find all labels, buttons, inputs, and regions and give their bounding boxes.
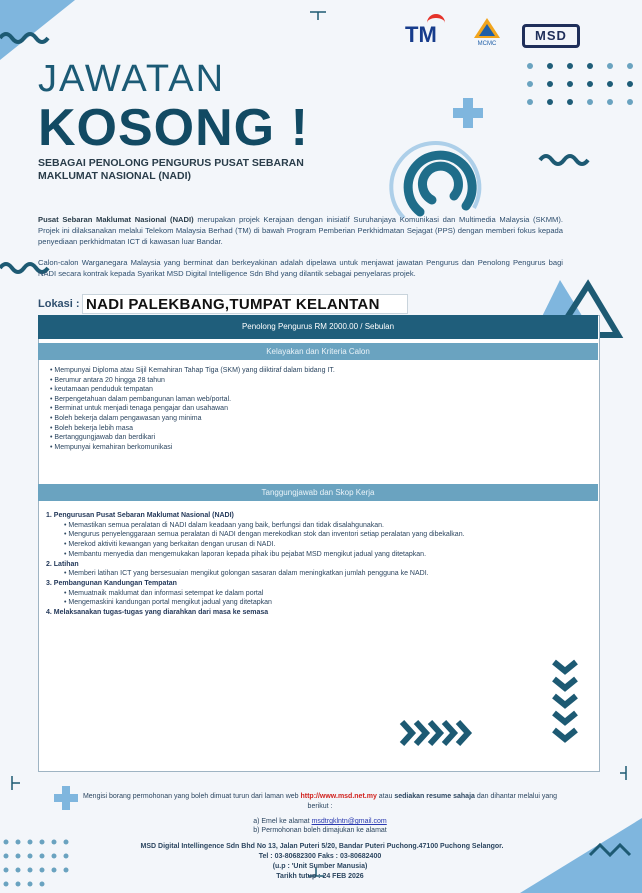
chevron-right-icon — [458, 722, 468, 744]
list-item: • keutamaan penduduk tempatan — [50, 386, 153, 394]
top-left-triangle — [0, 0, 75, 60]
footer-email: a) Emel ke alamat msdtrgklntn@gmail.com — [253, 818, 387, 825]
svg-text:MCMC: MCMC — [477, 41, 497, 46]
section-title: 3. Pembangunan Kandungan Tempatan — [46, 579, 177, 587]
plus-icon — [453, 98, 483, 128]
chevron-down-icon — [554, 713, 576, 722]
spiral-decor — [408, 155, 472, 212]
list-item: • Memberi latihan ICT yang bersesuaian mengikut golongan sasaran dalam meningkatkan jumlah pengguna ke NADI. — [64, 570, 429, 578]
footer-attn: (u.p : 'Unit Sumber Manusia) — [272, 863, 368, 870]
chevron-down-icon — [554, 662, 576, 671]
list-item: • Berminat untuk menjadi tenaga pengajar dan usahawan — [50, 405, 228, 413]
tanggungjawab-list — [46, 511, 465, 618]
list-item: • Mengurus penyelenggaraan semua peralatan di NADI dengan merekodkan stok dan inventori setiap peralatan yang dibekalkan. — [64, 531, 465, 539]
lokasi-value: NADI PALEKBANG,TUMPAT KELANTAN — [82, 294, 408, 314]
chevron-down-icon — [554, 679, 576, 688]
title-jawatan: JAWATAN — [38, 58, 226, 100]
footer-apply: Mengisi borang permohonan yang boleh dimuat turun dari laman web http://www.msd.net.my atau sediakan resume sahaja dan dihantar melalui yang berikut : — [82, 793, 558, 810]
msd-logo: MSD — [522, 24, 580, 48]
plus-icon-bottom — [54, 786, 78, 810]
lokasi-label: Lokasi : — [38, 298, 80, 310]
kelayakan-list — [50, 366, 335, 452]
email-link[interactable]: msdtrgklntn@gmail.com — [311, 818, 387, 825]
list-item: • Merekod aktiviti kewangan yang berkaitan dengan urusan di NADI. — [64, 541, 276, 549]
list-item: • Mempunyai Diploma atau Sijil Kemahiran Tahap Tiga (SKM) yang diiktiraf dalam bidang IT. — [50, 367, 335, 374]
kelayakan-heading: Kelayakan dan Kriteria Calon — [38, 343, 598, 360]
right-wave — [540, 156, 588, 164]
section-title: 2. Latihan — [46, 560, 79, 568]
tanggungjawab-heading: Tanggungjawab dan Skop Kerja — [38, 484, 598, 501]
list-item: • Membantu menyedia dan mengemukakan laporan kepada pihak ibu pejabat MSD mengikut jadual yang ditetapkan. — [64, 550, 427, 558]
chevron-down-icon — [554, 730, 576, 739]
list-item: • Bertanggungjawab dan berdikari — [50, 434, 156, 442]
chevron-down-icon — [554, 696, 576, 705]
intro-bold-lead: Pusat Sebaran Maklumat Nasional (NADI) — [38, 215, 194, 224]
chevron-right-icon — [444, 722, 454, 744]
section-title: 4. Melaksanakan tugas-tugas yang diarahkan dari masa ke semasa — [46, 609, 269, 617]
website-link[interactable]: http://www.msd.net.my — [300, 793, 377, 800]
chevron-right-icon — [416, 722, 426, 744]
salary-band: Penolong Pengurus RM 2000.00 / Sebulan — [38, 315, 598, 339]
list-item: • Mengemaskini kandungan portal mengikut jadual yang ditetapkan — [64, 599, 272, 607]
dot-grid-top-right — [527, 63, 633, 105]
mcmc-logo — [470, 16, 504, 46]
footer-option-b: b) Permohonan boleh dimajukan ke alamat — [253, 827, 387, 834]
dot-grid-bottom-left — [4, 840, 69, 887]
title-kosong: KOSONG ! — [38, 99, 309, 157]
list-item: • Memuatnaik maklumat dan informasi setempat ke dalam portal — [64, 589, 264, 597]
chevron-right-icon — [430, 722, 440, 744]
intro-paragraph-1: Pusat Sebaran Maklumat Nasional (NADI) merupakan projek Kerajaan dengan inisiatif Suruhanjaya Komunikasi dan Multimedia Malaysia (SKMM). Projek ini dilaksanakan melalui Telekom Malaysia Berhad (TM) di bawah Program Pemberian Perkhidmatan Sejagat (PPS) dengan memberi fokus kepada penyediaan perkhidmatan ICT di kawasan luar Bandar. — [38, 215, 563, 246]
footer-address: MSD Digital Intellingence Sdn Bhd No 13, Jalan Puteri 5/20, Bandar Puteri Puchong.47100 Puchong Selangor. — [140, 843, 504, 850]
list-item: • Berpengetahuan dalam pembangunan laman web/portal. — [50, 395, 232, 403]
footer-closing-date: Tarikh tutup : 24 FEB 2026 — [276, 873, 364, 880]
intro-paragraph-2: Calon-calon Warganegara Malaysia yang berminat dan berkeyakinan adalah dipelawa untuk menjawat jawatan Pengurus dan Penolong Pengurus bagi NADI secara kontrak kepada Syarikat MSD Digital Intelligence Sdn Bhd yang dilantik sebagai penyelaras projek. — [38, 258, 563, 278]
list-item: • Mempunyai kemahiran berkomunikasi — [50, 443, 173, 451]
chevron-right-icon — [402, 722, 412, 744]
footer-tel: Tel : 03-80682300 Faks : 03-80682400 — [258, 853, 382, 860]
list-item: • Berumur antara 20 hingga 28 tahun — [50, 376, 165, 384]
list-item: • Boleh bekerja lebih masa — [50, 424, 133, 432]
chevron-decor — [398, 656, 588, 756]
subtitle: SEBAGAI PENOLONG PENGURUS PUSAT SEBARAN MAKLUMAT NASIONAL (NADI) — [38, 157, 304, 182]
section-title: 1. Pengurusan Pusat Sebaran Maklumat Nasional (NADI) — [46, 512, 234, 519]
list-item: • Boleh bekerja dalam pengawasan yang minima — [50, 414, 202, 422]
tm-logo: TM — [405, 22, 437, 48]
list-item: • Memastikan semua peralatan di NADI dalam keadaan yang baik, berfungsi dan tidak disalahgunakan. — [64, 521, 384, 529]
